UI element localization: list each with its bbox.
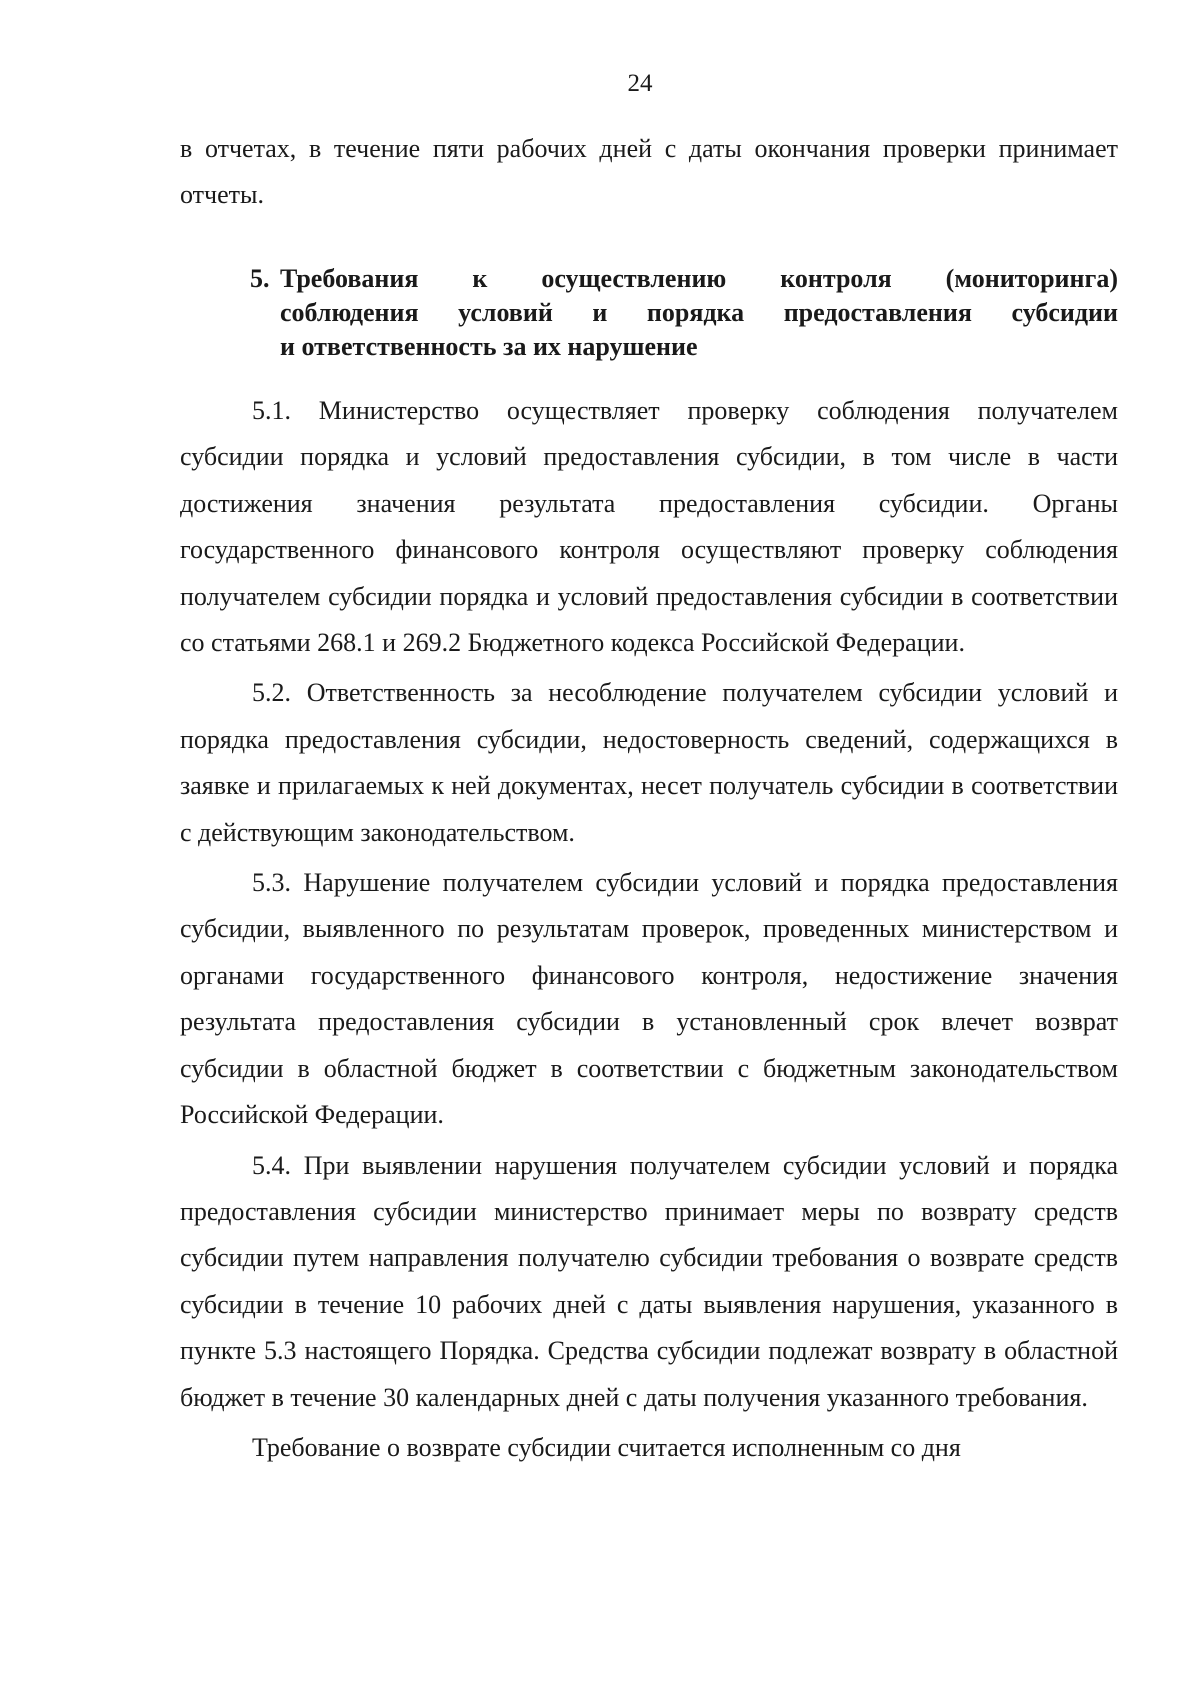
section-body — [180, 388, 1118, 1471]
page-number: 24 — [627, 70, 653, 97]
paragraph-requirement: Требование о возврате субсидии считается исполненным со дня — [252, 1432, 961, 1462]
section-title-line: и ответственность за их нарушение — [280, 332, 698, 361]
section-title-line: Требования к осуществлению контроля (мониторинга) — [280, 264, 1118, 293]
section-number: 5. — [250, 264, 270, 293]
intro-text — [180, 126, 1118, 219]
section-title-line: соблюдения условий и порядка предоставления субсидии — [280, 298, 1118, 327]
section-heading — [250, 262, 1118, 364]
paragraph-5-4: 5.4. При выявлении нарушения получателем субсидии условий и порядка предоставления субсидии министерство принимает меры по возврату средств субсидии путем направления получателю субсидии требования о возврате средств субсидии в течение 10 рабочих дней с даты выявления нарушения, указанного в пункте 5.3 настоящего Порядка. Средства субсидии подлежат возврату в областной бюджет в течение 30 календарных дней с даты получения указанного требования. — [180, 1150, 1118, 1412]
paragraph-5-1: 5.1. Министерство осуществляет проверку соблюдения получателем субсидии порядка и условий предоставления субсидии, в том числе в части достижения значения результата предоставления субсидии. Органы государственного финансового контроля осуществляют проверку соблюдения получателем субсидии порядка и условий предоставления субсидии в соответствии со статьями 268.1 и 269.2 Бюджетного кодекса Российской Федерации. — [180, 396, 1118, 658]
section-title — [280, 262, 1118, 364]
paragraph-5-2: 5.2. Ответственность за несоблюдение получателем субсидии условий и порядка предоставления субсидии, недостоверность сведений, содержащихся в заявке и прилагаемых к ней документах, несет получатель субсидии в соответствии с действующим законодательством. — [180, 678, 1118, 847]
paragraph-5-3: 5.3. Нарушение получателем субсидии условий и порядка предоставления субсидии, выявленного по результатам проверок, проведенных министерством и органами государственного финансового контроля, недостижение значения результата предоставления субсидии в установленный срок влечет возврат субсидии в областной бюджет в соответствии с бюджетным законодательством Российской Федерации. — [180, 868, 1118, 1130]
intro-paragraph: в отчетах, в течение пяти рабочих дней с даты окончания проверки принимает отчеты. — [180, 134, 1118, 210]
